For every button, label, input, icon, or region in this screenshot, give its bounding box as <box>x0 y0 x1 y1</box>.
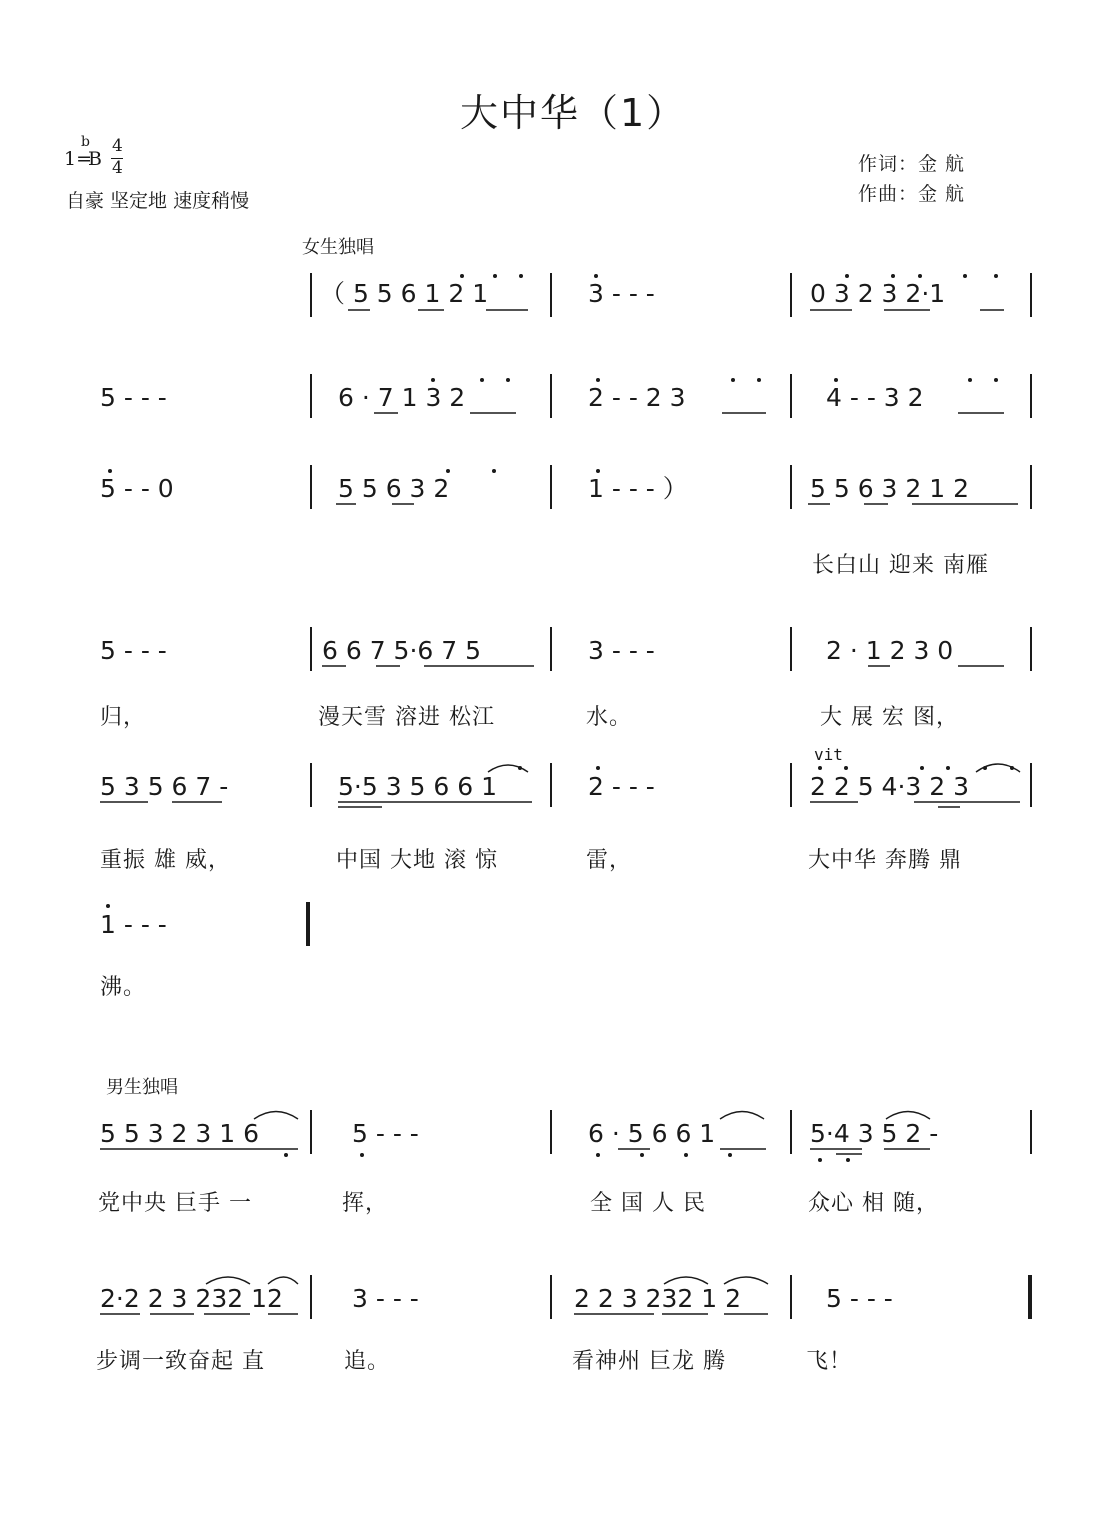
measure <box>322 636 481 666</box>
measure <box>826 383 924 413</box>
barline <box>550 374 552 418</box>
flat-sign: b <box>81 134 90 150</box>
measure-notes: 2 - - - <box>588 772 655 801</box>
barline <box>1030 374 1032 418</box>
barline <box>310 627 312 671</box>
barline <box>550 1275 552 1319</box>
barline <box>790 763 792 807</box>
measure-notes: 5·5 3 5 6 6 1 <box>338 772 498 801</box>
measure-notes: 3 - - - <box>588 636 655 665</box>
measure-notes: 2 2 3 232 1 2 <box>574 1284 741 1313</box>
measure <box>826 1284 893 1314</box>
composer-credit: 作曲：金 航 <box>858 183 966 205</box>
lyric-line: 中国 大地 滚 惊 <box>336 848 498 873</box>
lyricist-credit: 作词：金 航 <box>858 153 966 175</box>
measure <box>320 279 488 309</box>
measure <box>100 474 174 504</box>
lyric-line: 大 展 宏 图， <box>820 705 959 730</box>
measure <box>826 636 953 666</box>
measure <box>100 910 167 940</box>
measure <box>810 279 945 309</box>
measure-notes: 6 6 7 5·6 7 5 <box>322 636 482 665</box>
barline <box>310 1110 312 1154</box>
lyric-line: 水。 <box>586 705 633 730</box>
barline <box>790 627 792 671</box>
measure-notes: 3 - - - <box>352 1284 419 1313</box>
measure <box>100 383 167 413</box>
barline <box>1030 763 1032 807</box>
measure <box>588 772 655 802</box>
measure <box>100 1284 283 1314</box>
measure <box>588 1119 715 1149</box>
measure-notes: 6 · 5 6 6 1 <box>588 1119 716 1148</box>
barline <box>310 465 312 509</box>
measure-notes: 1 - - - ） <box>588 474 688 503</box>
measure <box>810 1119 938 1149</box>
lyric-line: 飞！ <box>806 1349 853 1374</box>
measure <box>100 1119 259 1149</box>
measure <box>588 474 688 504</box>
expression-mark: vit <box>814 745 843 764</box>
measure <box>338 772 497 802</box>
measure <box>810 772 969 802</box>
lyric-line: 全 国 人 民 <box>590 1191 706 1216</box>
measure-notes: 2 · 1 2 3 0 <box>826 636 954 665</box>
barline <box>790 273 792 317</box>
key-signature <box>64 134 134 182</box>
measure-notes: 5 - - 0 <box>100 474 174 503</box>
measure-notes: 5 - - - <box>352 1119 419 1148</box>
lyric-line: 党中央 巨手 一 <box>98 1191 252 1216</box>
measure <box>352 1284 419 1314</box>
barline <box>310 1275 312 1319</box>
measure <box>588 636 655 666</box>
lyric-line: 长白山 迎来 南雁 <box>812 553 989 578</box>
final-barline <box>1028 1275 1032 1319</box>
barline <box>790 1275 792 1319</box>
measure-notes: 1 - - - <box>100 910 167 939</box>
lyric-line: 大中华 奔腾 鼎 <box>808 848 962 873</box>
lyric-line: 众心 相 随， <box>808 1191 939 1216</box>
key-prefix: 1= <box>64 148 93 170</box>
barline <box>550 627 552 671</box>
barline <box>550 1110 552 1154</box>
final-barline <box>306 902 310 946</box>
barline <box>310 763 312 807</box>
barline <box>550 763 552 807</box>
measure-notes: （ 5 5 6 1 2 1 <box>320 279 489 308</box>
barline <box>550 273 552 317</box>
barline <box>310 374 312 418</box>
lyric-line: 挥， <box>342 1191 389 1216</box>
barline <box>1030 627 1032 671</box>
measure <box>810 474 969 504</box>
measure <box>588 383 686 413</box>
measure-notes: 2 2 5 4·3 2 3 <box>810 772 970 801</box>
measure-notes: 0 3 2 3 2·1 <box>810 279 946 308</box>
measure <box>100 636 167 666</box>
measure-notes: 5 5 6 3 2 <box>338 474 450 503</box>
measure <box>588 279 655 309</box>
page-title: 大中华（1） <box>460 91 687 135</box>
measure-notes: 5 5 6 3 2 1 2 <box>810 474 970 503</box>
measure-notes: 5 - - - <box>826 1284 893 1313</box>
measure-notes: 4 - - 3 2 <box>826 383 924 412</box>
measure-notes: 5 - - - <box>100 383 167 412</box>
measure-notes: 6 · 7 1 3 2 <box>338 383 466 412</box>
measure-notes: 3 - - - <box>588 279 655 308</box>
measure <box>574 1284 741 1314</box>
measure <box>338 474 449 504</box>
section-label-male-solo: 男生独唱 <box>106 1077 178 1098</box>
lyric-line: 看神州 巨龙 腾 <box>572 1349 726 1374</box>
measure <box>352 1119 419 1149</box>
barline <box>790 465 792 509</box>
tempo-marking: 自豪 坚定地 速度稍慢 <box>66 190 250 212</box>
measure-notes: 5 5 3 2 3 1 6 <box>100 1119 260 1148</box>
measure <box>338 383 465 413</box>
lyric-line: 追。 <box>344 1349 391 1374</box>
barline <box>550 465 552 509</box>
lyric-line: 漫天雪 溶进 松江 <box>318 705 495 730</box>
measure-notes: 2 - - 2 3 <box>588 383 686 412</box>
measure-notes: 2·2 2 3 232 12 <box>100 1284 283 1313</box>
barline <box>1030 273 1032 317</box>
barline <box>1030 1110 1032 1154</box>
barline <box>310 273 312 317</box>
measure <box>100 772 228 802</box>
lyric-line: 沸。 <box>100 975 147 1000</box>
time-signature-top: 4 <box>112 136 123 156</box>
lyric-line: 归， <box>100 705 147 730</box>
time-signature-bottom: 4 <box>112 158 123 178</box>
lyric-line: 步调一致奋起 直 <box>96 1349 265 1374</box>
section-label-female-solo: 女生独唱 <box>302 237 374 258</box>
lyric-line: 雷， <box>586 848 633 873</box>
lyric-line: 重振 雄 威， <box>100 848 231 873</box>
measure-notes: 5·4 3 5 2 - <box>810 1119 939 1148</box>
measure-notes: 5 3 5 6 7 - <box>100 772 229 801</box>
measure-notes: 5 - - - <box>100 636 167 665</box>
key-note: B <box>88 148 102 170</box>
barline <box>790 374 792 418</box>
barline <box>790 1110 792 1154</box>
barline <box>1030 465 1032 509</box>
